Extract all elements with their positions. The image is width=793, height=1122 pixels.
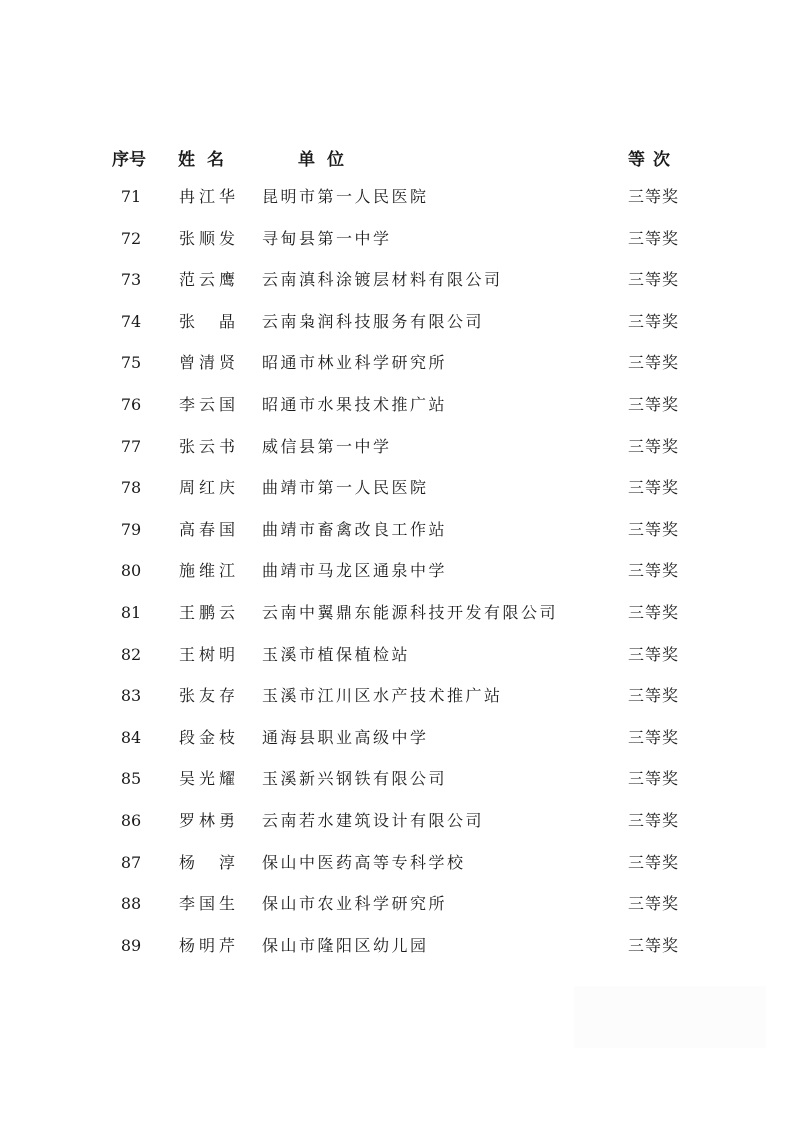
row-unit: 通海县职业高级中学 bbox=[262, 727, 429, 747]
row-number: 80 bbox=[120, 561, 142, 581]
row-number: 89 bbox=[120, 935, 142, 955]
row-name: 杨明芹 bbox=[179, 935, 235, 955]
row-number: 75 bbox=[120, 353, 142, 373]
row-name: 张云书 bbox=[179, 436, 235, 456]
row-award: 三等奖 bbox=[628, 228, 680, 248]
row-unit: 曲靖市第一人民医院 bbox=[262, 478, 429, 498]
row-name: 高春国 bbox=[179, 519, 235, 539]
row-number: 83 bbox=[120, 686, 142, 706]
header-unit: 单位 bbox=[298, 150, 356, 170]
row-name: 周红庆 bbox=[179, 478, 235, 498]
row-award: 三等奖 bbox=[628, 561, 680, 581]
row-award: 三等奖 bbox=[628, 935, 680, 955]
row-unit: 昭通市水果技术推广站 bbox=[262, 394, 448, 414]
table-row bbox=[0, 435, 793, 477]
row-award: 三等奖 bbox=[628, 686, 680, 706]
row-unit: 云南枭润科技服务有限公司 bbox=[262, 311, 485, 331]
table-row bbox=[0, 767, 793, 809]
header-no: 序号 bbox=[112, 150, 146, 170]
table-row bbox=[0, 851, 793, 893]
row-award: 三等奖 bbox=[628, 769, 680, 789]
row-award: 三等奖 bbox=[628, 478, 680, 498]
row-award: 三等奖 bbox=[628, 519, 680, 539]
row-award: 三等奖 bbox=[628, 810, 680, 830]
table-row bbox=[0, 476, 793, 518]
row-number: 84 bbox=[120, 727, 142, 747]
table-row bbox=[0, 185, 793, 227]
row-number: 86 bbox=[120, 810, 142, 830]
row-award: 三等奖 bbox=[628, 270, 680, 290]
row-number: 87 bbox=[120, 852, 142, 872]
row-award: 三等奖 bbox=[628, 187, 680, 206]
row-unit: 曲靖市马龙区通泉中学 bbox=[262, 561, 448, 581]
row-name: 张友存 bbox=[179, 686, 235, 706]
row-unit: 昆明市第一人民医院 bbox=[262, 187, 429, 206]
row-unit: 曲靖市畜禽改良工作站 bbox=[262, 519, 448, 539]
row-unit: 云南中翼鼎东能源科技开发有限公司 bbox=[262, 602, 559, 622]
row-award: 三等奖 bbox=[628, 436, 680, 456]
header-name: 姓名 bbox=[178, 150, 236, 170]
row-unit: 云南滇科涂镀层材料有限公司 bbox=[262, 270, 503, 290]
award-table-body bbox=[0, 185, 793, 975]
header-award: 等次 bbox=[628, 150, 678, 170]
row-name: 吴光耀 bbox=[179, 769, 235, 789]
row-number: 79 bbox=[120, 519, 142, 539]
row-name: 曾清贤 bbox=[179, 353, 235, 373]
row-unit: 保山中医药高等专科学校 bbox=[262, 852, 466, 872]
row-award: 三等奖 bbox=[628, 394, 680, 414]
row-number: 74 bbox=[120, 311, 142, 331]
table-row bbox=[0, 559, 793, 601]
row-name: 张顺发 bbox=[179, 228, 235, 248]
row-name: 张晶 bbox=[179, 311, 235, 331]
row-number: 77 bbox=[120, 436, 142, 456]
table-header bbox=[0, 145, 793, 171]
row-name: 冉江华 bbox=[179, 187, 235, 206]
table-row bbox=[0, 310, 793, 352]
table-row bbox=[0, 726, 793, 768]
row-award: 三等奖 bbox=[628, 602, 680, 622]
row-award: 三等奖 bbox=[628, 311, 680, 331]
row-name: 段金枝 bbox=[179, 727, 235, 747]
row-award: 三等奖 bbox=[628, 727, 680, 747]
row-number: 81 bbox=[120, 602, 142, 622]
row-award: 三等奖 bbox=[628, 644, 680, 664]
row-unit: 玉溪新兴钢铁有限公司 bbox=[262, 769, 448, 789]
row-number: 72 bbox=[120, 228, 142, 248]
row-name: 施维江 bbox=[179, 561, 235, 581]
table-row bbox=[0, 684, 793, 726]
row-name: 杨淳 bbox=[179, 852, 235, 872]
table-row bbox=[0, 227, 793, 269]
row-unit: 保山市隆阳区幼儿园 bbox=[262, 935, 429, 955]
table-row bbox=[0, 393, 793, 435]
table-row bbox=[0, 268, 793, 310]
row-award: 三等奖 bbox=[628, 852, 680, 872]
row-unit: 威信县第一中学 bbox=[262, 436, 392, 456]
row-number: 88 bbox=[120, 894, 142, 914]
table-row bbox=[0, 351, 793, 393]
row-unit: 保山市农业科学研究所 bbox=[262, 894, 448, 914]
row-number: 73 bbox=[120, 270, 142, 290]
row-number: 71 bbox=[120, 187, 142, 206]
row-number: 78 bbox=[120, 478, 142, 498]
row-name: 罗林勇 bbox=[179, 810, 235, 830]
scan-patch bbox=[574, 986, 766, 1048]
row-unit: 寻甸县第一中学 bbox=[262, 228, 392, 248]
row-unit: 玉溪市植保植检站 bbox=[262, 644, 411, 664]
row-number: 85 bbox=[120, 769, 142, 789]
row-unit: 昭通市林业科学研究所 bbox=[262, 353, 448, 373]
table-row bbox=[0, 518, 793, 560]
table-row bbox=[0, 892, 793, 934]
row-award: 三等奖 bbox=[628, 353, 680, 373]
table-row bbox=[0, 809, 793, 851]
row-award: 三等奖 bbox=[628, 894, 680, 914]
table-row bbox=[0, 601, 793, 643]
row-name: 李云国 bbox=[179, 394, 235, 414]
row-name: 李国生 bbox=[179, 894, 235, 914]
row-unit: 云南若水建筑设计有限公司 bbox=[262, 810, 485, 830]
row-number: 76 bbox=[120, 394, 142, 414]
row-unit: 玉溪市江川区水产技术推广站 bbox=[262, 686, 503, 706]
row-number: 82 bbox=[120, 644, 142, 664]
row-name: 范云鹰 bbox=[179, 270, 235, 290]
table-row bbox=[0, 643, 793, 685]
row-name: 王鹏云 bbox=[179, 602, 235, 622]
row-name: 王树明 bbox=[179, 644, 235, 664]
table-row bbox=[0, 934, 793, 976]
